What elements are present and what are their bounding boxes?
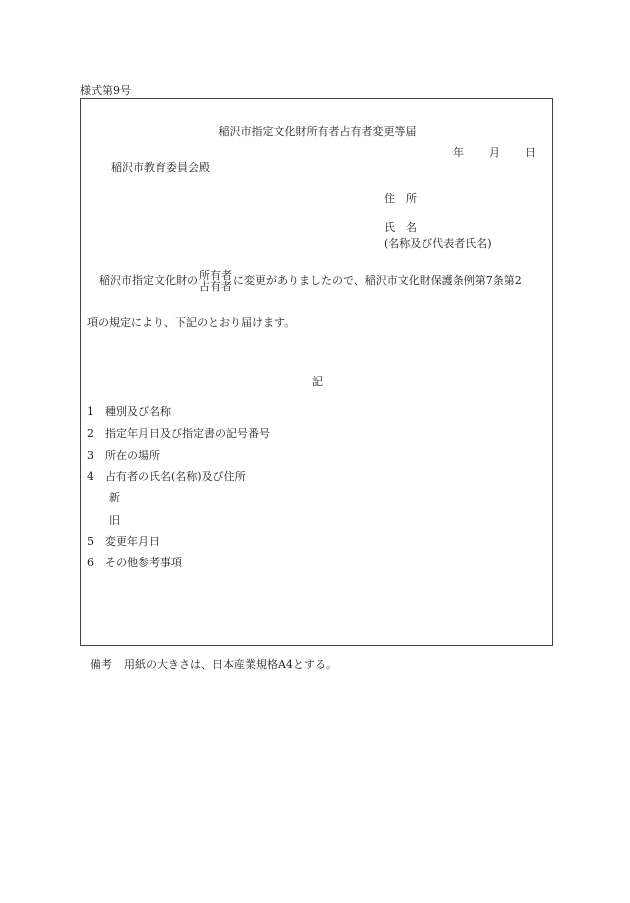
date-line — [453, 144, 536, 160]
item-number: 4 — [87, 470, 94, 483]
body-line-2: 項の規定により、下記のとおり届けます。 — [87, 316, 296, 329]
item-1 — [87, 403, 171, 419]
date-day: 日 — [525, 146, 536, 159]
item-label: 占有者の氏名(名称)及び住所 — [105, 470, 246, 483]
choice-occupier: 占有者 — [199, 280, 232, 293]
item-label: 種別及び名称 — [105, 405, 171, 418]
body-prefix: 稲沢市指定文化財の — [99, 274, 198, 287]
item-number: 5 — [87, 535, 94, 548]
form-box — [80, 98, 553, 646]
owner-occupier-choice — [199, 270, 232, 292]
item-label: 所在の場所 — [105, 449, 160, 462]
form-number: 様式第9号 — [80, 84, 131, 97]
remark-label: 備考 — [90, 658, 112, 671]
remark — [90, 656, 337, 672]
item-label: 指定年月日及び指定書の記号番号 — [105, 427, 270, 440]
name-note: (名称及び代表者氏名) — [384, 237, 492, 250]
item-label: 変更年月日 — [105, 535, 160, 548]
choice-owner: 所有者 — [199, 269, 232, 282]
address-label: 住 所 — [384, 192, 417, 205]
item-number: 3 — [87, 449, 94, 462]
document-title: 稲沢市指定文化財所有者占有者変更等届 — [218, 125, 417, 138]
body-suffix: に変更がありましたので、稲沢市文化財保護条例第7条第2 — [233, 274, 522, 287]
item-number: 2 — [87, 427, 94, 440]
item-6 — [87, 554, 182, 570]
item-number: 6 — [87, 556, 94, 569]
item-3 — [87, 447, 160, 463]
date-month: 月 — [489, 146, 500, 159]
remark-text: 用紙の大きさは、日本産業規格A4とする。 — [124, 658, 337, 671]
item-number: 1 — [87, 405, 94, 418]
item-label: その他参考事項 — [105, 556, 182, 569]
item-4-new: 新 — [109, 491, 120, 504]
date-year: 年 — [453, 146, 464, 159]
name-label: 氏 名 — [384, 221, 417, 234]
ki-heading: 記 — [312, 375, 323, 388]
item-5 — [87, 533, 160, 549]
addressee: 稲沢市教育委員会殿 — [111, 161, 210, 174]
item-4-old: 旧 — [109, 514, 120, 527]
item-2 — [87, 425, 270, 441]
item-4 — [87, 468, 246, 484]
body-line-1 — [99, 270, 522, 292]
